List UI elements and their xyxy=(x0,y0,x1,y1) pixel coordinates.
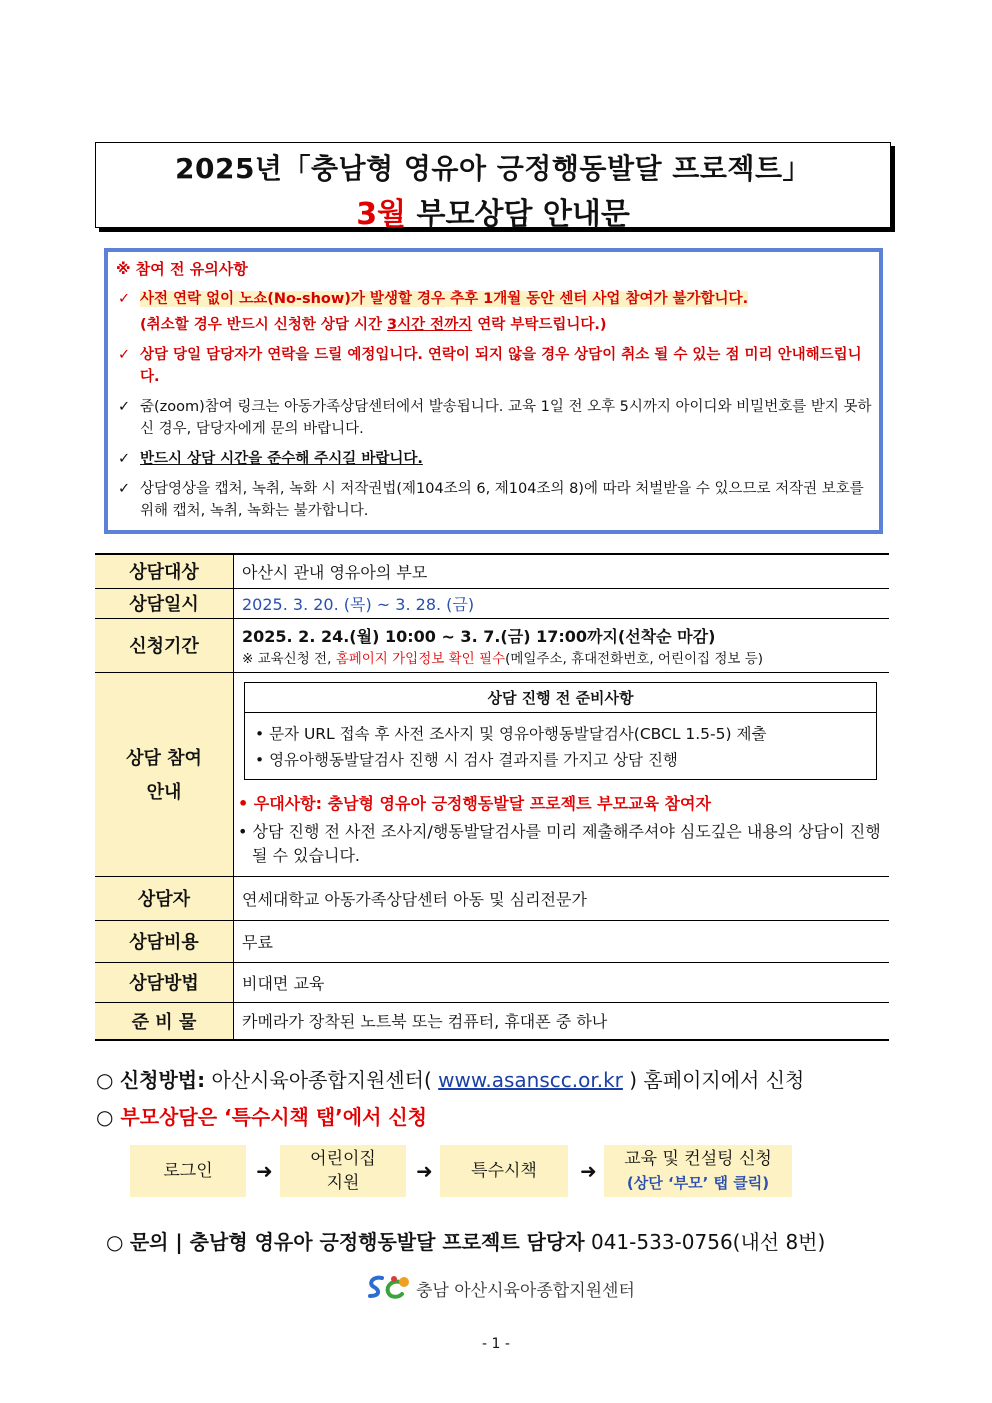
center-logo xyxy=(366,1274,635,1302)
prep-heading: 상담 진행 전 준비사항 xyxy=(245,683,876,713)
flow-step-special: 특수시책 xyxy=(440,1145,568,1197)
row-value xyxy=(234,672,890,876)
table-row xyxy=(95,876,889,920)
list-item: • 영유아행동발달검사 진행 시 검사 결과지를 가지고 상담 진행 xyxy=(255,751,678,769)
table-row xyxy=(95,920,889,962)
flow-step-daycare: 어린이집 지원 xyxy=(280,1145,406,1197)
notice-item-copyright: ✓ 상담영상을 캡처, 녹취, 녹화 시 저작권법(제104조의 6, 제104조의 8)에 따라 처벌받을 수 있으므로 저작권 보호를 위해 캡처, 녹취, 녹화는 불가합니다. xyxy=(116,478,873,522)
prep-box xyxy=(244,682,877,780)
notice-item-cancel: (취소할 경우 반드시 신청한 상담 시간 3시간 전까지 연락 부탁드립니다.) xyxy=(140,317,607,333)
title-box xyxy=(95,142,891,232)
logo-text: 충남 아산시육아종합지원센터 xyxy=(416,1280,635,1301)
arrow-right-icon: ➜ xyxy=(256,1159,273,1183)
notice-item-noshow: ✓ 사전 연락 없이 노쇼(No-show)가 발생할 경우 추후 1개월 동안 센터 사업 참여가 불가합니다. xyxy=(116,288,873,310)
priority-note: • 우대사항: 충남형 영유아 긍정행동발달 프로젝트 부모교육 참여자 xyxy=(238,794,711,813)
arrow-right-icon: ➜ xyxy=(416,1159,433,1183)
circle-bullet-icon: ○ xyxy=(106,1230,124,1254)
notice-item-zoom: ✓ 줌(zoom)참여 링크는 아동가족상담센터에서 발송됩니다. 교육 1일 전 오후 5시까지 아이디와 비밀번호를 받지 못하신 경우, 담당자에게 문의 바랍니다. xyxy=(116,396,873,440)
subtitle-text: 부모상담 안내문 xyxy=(406,197,630,232)
check-icon: ✓ xyxy=(118,451,131,467)
apply-tab-note: ○ 부모상담은 ‘특수시책 탭’에서 신청 xyxy=(96,1105,427,1129)
row-label: 신청기간 xyxy=(95,618,234,672)
page-title: 2025년「충남형 영유아 긍정행동발달 프로젝트」 xyxy=(175,152,811,185)
circle-bullet-icon: ○ xyxy=(96,1105,114,1129)
homepage-link[interactable]: www.asanscc.or.kr xyxy=(438,1068,623,1092)
inquiry: ○ 문의 | 충남형 영유아 긍정행동발달 프로젝트 담당자 041-533-0756(내선 8번) xyxy=(106,1230,826,1254)
check-icon: ✓ xyxy=(118,291,131,307)
row-label: 상담비용 xyxy=(95,920,234,962)
apply-method: ○ 신청방법: 아산시육아종합지원센터( www.asanscc.or.kr ) 홈페이지에서 신청 xyxy=(96,1068,805,1092)
flow-step-apply: 교육 및 컨설팅 신청 (상단 ‘부모’ 탭 클릭) xyxy=(604,1145,792,1197)
arrow-right-icon: ➜ xyxy=(580,1159,597,1183)
table-row xyxy=(95,672,889,876)
table-row xyxy=(95,1002,889,1040)
row-value: 아산시 관내 영유아의 부모 xyxy=(234,554,890,588)
flow-step-login: 로그인 xyxy=(130,1145,246,1197)
row-label: 상담 참여 안내 xyxy=(95,672,234,876)
page-subtitle xyxy=(96,189,890,233)
table-row xyxy=(95,554,889,588)
row-value: 2025. 2. 24.(월) 10:00 ~ 3. 7.(금) 17:00까지(선착순 마감) ※ 교육신청 전, 홈페이지 가입정보 확인 필수(메일주소, 휴대전화번호, 어린이집 정보 등) xyxy=(234,618,890,672)
notice-heading: ※ 참여 전 유의사항 xyxy=(116,260,248,278)
row-value: 연세대학교 아동가족상담센터 아동 및 심리전문가 xyxy=(234,876,890,920)
row-label: 상담일시 xyxy=(95,588,234,618)
row-label: 상담대상 xyxy=(95,554,234,588)
notice-item-time: ✓ 반드시 상담 시간을 준수해 주시길 바랍니다. xyxy=(116,448,873,470)
table-row xyxy=(95,618,889,672)
row-value: 2025. 3. 20. (목) ~ 3. 28. (금) xyxy=(234,588,890,618)
row-label: 준 비 물 xyxy=(95,1002,234,1040)
list-item: • 문자 URL 접속 후 사전 조사지 및 영유아행동발달검사(CBCL 1.5-5) 제출 xyxy=(255,725,767,743)
row-label: 상담방법 xyxy=(95,962,234,1002)
row-value: 비대면 교육 xyxy=(234,962,890,1002)
table-row xyxy=(95,588,889,618)
notice-box xyxy=(104,248,883,534)
row-value: 카메라가 장착된 노트북 또는 컴퓨터, 휴대폰 중 하나 xyxy=(234,1002,890,1040)
notice-item-contact: ✓ 상담 당일 담당자가 연락을 드릴 예정입니다. 연락이 되지 않을 경우 상담이 취소 될 수 있는 점 미리 안내해드립니다. xyxy=(116,344,873,388)
table-row xyxy=(95,962,889,1002)
check-icon: ✓ xyxy=(118,347,131,363)
check-icon: ✓ xyxy=(118,481,131,497)
month-label: 3월 xyxy=(356,197,407,232)
check-icon: ✓ xyxy=(118,399,131,415)
page-number: - 1 - xyxy=(482,1336,510,1352)
logo-mark-icon xyxy=(366,1274,412,1302)
row-value: 무료 xyxy=(234,920,890,962)
info-table xyxy=(95,553,889,1041)
guide-note: • 상담 진행 전 사전 조사지/행동발달검사를 미리 제출해주셔야 심도깊은 내용의 상담이 진행될 수 있습니다. xyxy=(238,822,881,865)
row-label: 상담자 xyxy=(95,876,234,920)
circle-bullet-icon: ○ xyxy=(96,1068,114,1092)
